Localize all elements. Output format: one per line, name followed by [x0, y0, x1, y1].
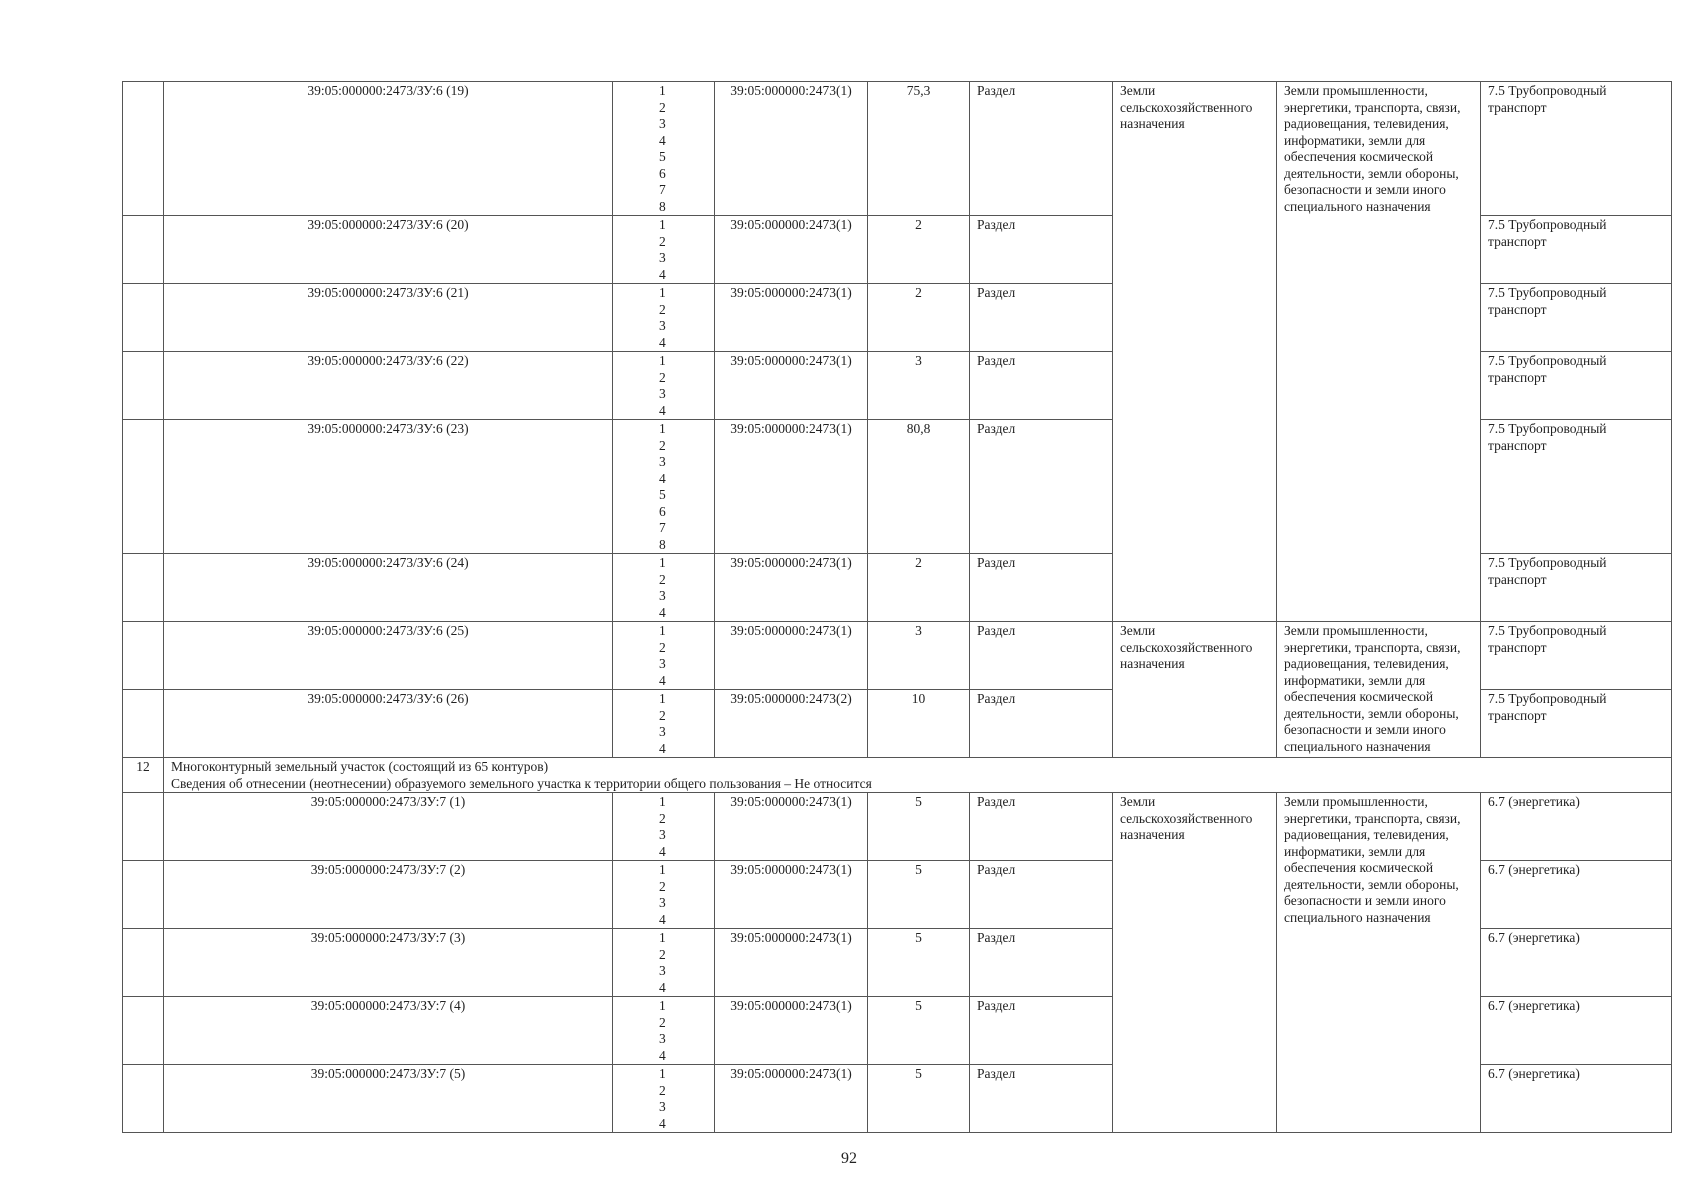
permitted-use: 7.5 Трубопроводный транспорт	[1481, 216, 1672, 284]
source-plot: 39:05:000000:2473(1)	[715, 997, 868, 1065]
point-numbers	[613, 352, 715, 420]
text-line: 4	[659, 132, 666, 148]
text-line: специального назначения	[1284, 198, 1431, 214]
text-line: 6	[659, 503, 666, 519]
text-line: 1	[659, 691, 666, 706]
formation-method: Раздел	[970, 284, 1113, 352]
text-line: 3	[659, 1031, 666, 1046]
text-line: назначения	[1120, 827, 1185, 842]
area-value: 80,8	[868, 420, 970, 554]
row-number-cell	[123, 793, 164, 861]
plot-designation: 39:05:000000:2473/ЗУ:6 (23)	[164, 420, 613, 554]
source-plot: 39:05:000000:2473(1)	[715, 622, 868, 690]
text-line: 1	[659, 623, 666, 638]
formation-method: Раздел	[970, 352, 1113, 420]
formation-method: Раздел	[970, 929, 1113, 997]
plot-designation: 39:05:000000:2473/ЗУ:7 (5)	[164, 1065, 613, 1133]
permitted-use: 7.5 Трубопроводный транспорт	[1481, 82, 1672, 216]
text-line: 2	[659, 233, 666, 249]
text-line: 7	[659, 182, 666, 197]
area-value: 75,3	[868, 82, 970, 216]
row-number-cell	[123, 1065, 164, 1133]
text-line: деятельности, земли обороны,	[1284, 165, 1459, 181]
row-number-cell	[123, 554, 164, 622]
target-category	[1277, 82, 1481, 622]
text-line: 2	[659, 571, 666, 587]
permitted-use: 7.5 Трубопроводный транспорт	[1481, 690, 1672, 758]
text-line: 4	[659, 1047, 666, 1063]
plot-designation: 39:05:000000:2473/ЗУ:7 (2)	[164, 861, 613, 929]
text-line: 4	[659, 843, 666, 859]
source-plot: 39:05:000000:2473(1)	[715, 352, 868, 420]
text-line: 3	[659, 895, 666, 910]
text-line: деятельности, земли обороны,	[1284, 876, 1459, 892]
point-numbers	[613, 82, 715, 216]
land-plots-table	[122, 81, 1672, 1133]
row-number-cell	[123, 216, 164, 284]
point-numbers	[613, 216, 715, 284]
text-line: 7	[659, 520, 666, 535]
text-line: 4	[659, 266, 666, 282]
text-line: радиовещания, телевидения,	[1284, 827, 1449, 842]
text-line: 4	[659, 911, 666, 927]
row-number-cell	[123, 929, 164, 997]
plot-designation: 39:05:000000:2473/ЗУ:6 (20)	[164, 216, 613, 284]
section-note: Сведения об отнесении (неотнесении) образуемого земельного участка к территории общего пользования – Не относится	[171, 775, 872, 791]
text-line: 4	[659, 604, 666, 620]
text-line: обеспечения космической	[1284, 149, 1434, 164]
text-line: 1	[659, 217, 666, 232]
area-value: 5	[868, 793, 970, 861]
text-line: 1	[659, 1066, 666, 1081]
formation-method: Раздел	[970, 420, 1113, 554]
text-line: радиовещания, телевидения,	[1284, 656, 1449, 671]
permitted-use: 7.5 Трубопроводный транспорт	[1481, 554, 1672, 622]
area-value: 5	[868, 1065, 970, 1133]
permitted-use: 6.7 (энергетика)	[1481, 861, 1672, 929]
source-plot: 39:05:000000:2473(1)	[715, 793, 868, 861]
land-category	[1113, 793, 1277, 1133]
text-line: информатики, земли для	[1284, 132, 1426, 148]
permitted-use: 6.7 (энергетика)	[1481, 929, 1672, 997]
text-line: 1	[659, 794, 666, 809]
text-line: 1	[659, 998, 666, 1013]
area-value: 2	[868, 216, 970, 284]
text-line: 1	[659, 862, 666, 877]
text-line: 2	[659, 301, 666, 317]
point-numbers	[613, 284, 715, 352]
text-line: 5	[659, 149, 666, 164]
target-category	[1277, 622, 1481, 758]
formation-method: Раздел	[970, 554, 1113, 622]
text-line: 4	[659, 740, 666, 756]
text-line: 8	[659, 536, 666, 552]
source-plot: 39:05:000000:2473(1)	[715, 216, 868, 284]
permitted-use: 7.5 Трубопроводный транспорт	[1481, 284, 1672, 352]
source-plot: 39:05:000000:2473(1)	[715, 1065, 868, 1133]
point-numbers	[613, 622, 715, 690]
table-row	[123, 82, 1672, 216]
plot-designation: 39:05:000000:2473/ЗУ:7 (1)	[164, 793, 613, 861]
text-line: назначения	[1120, 116, 1185, 131]
permitted-use: 7.5 Трубопроводный транспорт	[1481, 622, 1672, 690]
text-line: 1	[659, 83, 666, 98]
plot-designation: 39:05:000000:2473/ЗУ:6 (24)	[164, 554, 613, 622]
text-line: радиовещания, телевидения,	[1284, 116, 1449, 131]
row-number-cell	[123, 861, 164, 929]
text-line: 3	[659, 963, 666, 978]
section-title: Многоконтурный земельный участок (состоящий из 65 контуров)	[171, 759, 549, 774]
permitted-use: 7.5 Трубопроводный транспорт	[1481, 352, 1672, 420]
text-line: деятельности, земли обороны,	[1284, 705, 1459, 721]
plot-designation: 39:05:000000:2473/ЗУ:6 (21)	[164, 284, 613, 352]
text-line: Земли промышленности,	[1284, 623, 1428, 638]
row-number-cell	[123, 997, 164, 1065]
permitted-use: 6.7 (энергетика)	[1481, 1065, 1672, 1133]
text-line: 8	[659, 198, 666, 214]
page-number: 92	[841, 1150, 857, 1167]
text-line: 2	[659, 437, 666, 453]
text-line: 1	[659, 285, 666, 300]
area-value: 2	[868, 284, 970, 352]
plot-designation: 39:05:000000:2473/ЗУ:6 (25)	[164, 622, 613, 690]
row-number-cell	[123, 622, 164, 690]
table-row	[123, 793, 1672, 861]
area-value: 2	[868, 554, 970, 622]
text-line: 2	[659, 1014, 666, 1030]
text-line: 4	[659, 979, 666, 995]
point-numbers	[613, 929, 715, 997]
text-line: 3	[659, 724, 666, 739]
text-line: 3	[659, 1099, 666, 1114]
section-description	[164, 758, 1672, 793]
text-line: 2	[659, 369, 666, 385]
plot-designation: 39:05:000000:2473/ЗУ:6 (22)	[164, 352, 613, 420]
formation-method: Раздел	[970, 1065, 1113, 1133]
plot-designation: 39:05:000000:2473/ЗУ:7 (3)	[164, 929, 613, 997]
text-line: 5	[659, 487, 666, 502]
row-number-cell	[123, 420, 164, 554]
land-category	[1113, 82, 1277, 622]
text-line: 2	[659, 639, 666, 655]
point-numbers	[613, 1065, 715, 1133]
text-line: сельскохозяйственного	[1120, 810, 1253, 826]
area-value: 10	[868, 690, 970, 758]
text-line: специального назначения	[1284, 738, 1431, 754]
text-line: 3	[659, 656, 666, 671]
land-category	[1113, 622, 1277, 758]
source-plot: 39:05:000000:2473(1)	[715, 82, 868, 216]
area-value: 3	[868, 622, 970, 690]
text-line: 3	[659, 454, 666, 469]
permitted-use: 6.7 (энергетика)	[1481, 997, 1672, 1065]
text-line: Земли	[1120, 794, 1156, 809]
text-line: информатики, земли для	[1284, 672, 1426, 688]
text-line: безопасности и земли иного	[1284, 722, 1446, 737]
text-line: Земли	[1120, 623, 1156, 638]
text-line: Земли промышленности,	[1284, 83, 1428, 98]
text-line: 1	[659, 555, 666, 570]
text-line: 1	[659, 421, 666, 436]
text-line: сельскохозяйственного	[1120, 99, 1253, 115]
source-plot: 39:05:000000:2473(1)	[715, 554, 868, 622]
text-line: обеспечения космической	[1284, 689, 1434, 704]
permitted-use: 7.5 Трубопроводный транспорт	[1481, 420, 1672, 554]
section-header-row	[123, 758, 1672, 793]
text-line: 4	[659, 402, 666, 418]
formation-method: Раздел	[970, 622, 1113, 690]
formation-method: Раздел	[970, 690, 1113, 758]
formation-method: Раздел	[970, 997, 1113, 1065]
text-line: 4	[659, 672, 666, 688]
text-line: 2	[659, 99, 666, 115]
table-row	[123, 622, 1672, 690]
text-line: 1	[659, 353, 666, 368]
text-line: информатики, земли для	[1284, 843, 1426, 859]
row-number-cell	[123, 284, 164, 352]
area-value: 5	[868, 861, 970, 929]
text-line: 3	[659, 318, 666, 333]
section-number: 12	[123, 758, 164, 793]
text-line: 2	[659, 810, 666, 826]
source-plot: 39:05:000000:2473(2)	[715, 690, 868, 758]
formation-method: Раздел	[970, 861, 1113, 929]
point-numbers	[613, 690, 715, 758]
plot-designation: 39:05:000000:2473/ЗУ:7 (4)	[164, 997, 613, 1065]
text-line: энергетики, транспорта, связи,	[1284, 810, 1461, 826]
text-line: 6	[659, 165, 666, 181]
text-line: 3	[659, 827, 666, 842]
point-numbers	[613, 793, 715, 861]
permitted-use: 6.7 (энергетика)	[1481, 793, 1672, 861]
text-line: обеспечения космической	[1284, 860, 1434, 875]
text-line: Земли промышленности,	[1284, 794, 1428, 809]
text-line: 3	[659, 250, 666, 265]
point-numbers	[613, 420, 715, 554]
text-line: Земли	[1120, 83, 1156, 98]
text-line: назначения	[1120, 656, 1185, 671]
text-line: 2	[659, 878, 666, 894]
row-number-cell	[123, 352, 164, 420]
text-line: 3	[659, 588, 666, 603]
text-line: 2	[659, 1082, 666, 1098]
text-line: 4	[659, 1115, 666, 1131]
formation-method: Раздел	[970, 216, 1113, 284]
text-line: 4	[659, 334, 666, 350]
row-number-cell	[123, 690, 164, 758]
area-value: 3	[868, 352, 970, 420]
plot-designation: 39:05:000000:2473/ЗУ:6 (19)	[164, 82, 613, 216]
point-numbers	[613, 861, 715, 929]
text-line: безопасности и земли иного	[1284, 182, 1446, 197]
text-line: специального назначения	[1284, 909, 1431, 925]
point-numbers	[613, 554, 715, 622]
text-line: 2	[659, 946, 666, 962]
source-plot: 39:05:000000:2473(1)	[715, 284, 868, 352]
source-plot: 39:05:000000:2473(1)	[715, 861, 868, 929]
row-number-cell	[123, 82, 164, 216]
area-value: 5	[868, 929, 970, 997]
text-line: 3	[659, 386, 666, 401]
text-line: 3	[659, 116, 666, 131]
text-line: 2	[659, 707, 666, 723]
text-line: сельскохозяйственного	[1120, 639, 1253, 655]
formation-method: Раздел	[970, 82, 1113, 216]
text-line: 1	[659, 930, 666, 945]
text-line: энергетики, транспорта, связи,	[1284, 99, 1461, 115]
plot-designation: 39:05:000000:2473/ЗУ:6 (26)	[164, 690, 613, 758]
target-category	[1277, 793, 1481, 1133]
text-line: безопасности и земли иного	[1284, 893, 1446, 908]
formation-method: Раздел	[970, 793, 1113, 861]
text-line: 4	[659, 470, 666, 486]
point-numbers	[613, 997, 715, 1065]
source-plot: 39:05:000000:2473(1)	[715, 420, 868, 554]
area-value: 5	[868, 997, 970, 1065]
source-plot: 39:05:000000:2473(1)	[715, 929, 868, 997]
text-line: энергетики, транспорта, связи,	[1284, 639, 1461, 655]
